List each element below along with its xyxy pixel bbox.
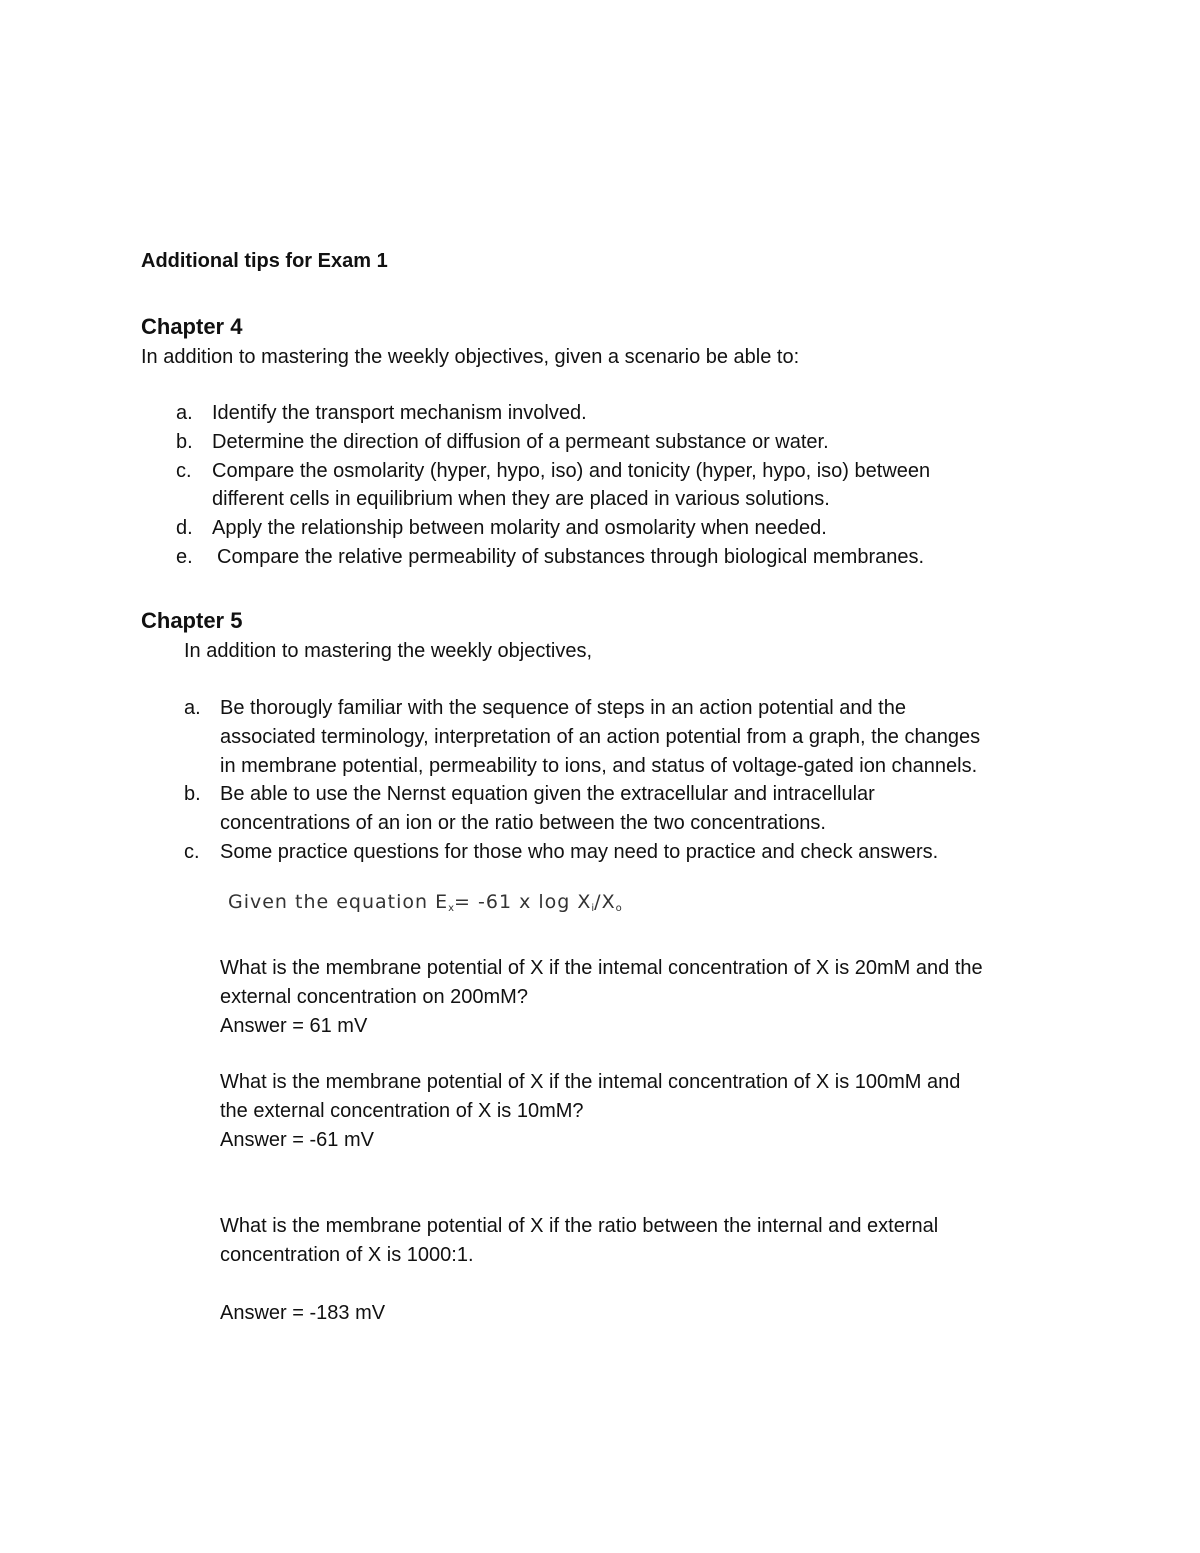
list-marker: d. — [176, 517, 193, 540]
list-item-text: different cells in equilibrium when they are placed in various solutions. — [212, 488, 830, 511]
question-text: What is the membrane potential of X if the intemal concentration of X is 20mM and the — [220, 957, 983, 979]
answer-text: Answer = -61 mV — [220, 1128, 374, 1151]
list-item-text: concentrations of an ion or the ratio between the two concentrations. — [220, 812, 826, 835]
answer-text: Answer = 61 mV — [220, 1014, 368, 1037]
question-text: external concentration on 200mM? — [220, 985, 528, 1008]
equation-prefix: Given the equation E — [228, 891, 449, 913]
list-item-text: Determine the direction of diffusion of a permeant substance or water. — [212, 430, 829, 453]
question-text: What is the membrane potential of X if the ratio between the internal and external — [220, 1215, 939, 1237]
chapter-4-heading: Chapter 4 — [141, 314, 243, 339]
equation-middle: = -61 x log X — [454, 891, 592, 913]
nernst-equation — [228, 888, 622, 923]
question-text: What is the membrane potential of X if the intemal concentration of X is 100mM and — [220, 1071, 961, 1093]
list-item — [176, 543, 1112, 572]
list-item-text: Compare the osmolarity (hyper, hypo, iso) and tonicity (hyper, hypo, iso) between — [212, 459, 931, 482]
answer-text: Answer = -183 mV — [220, 1302, 386, 1324]
list-item — [176, 428, 1112, 457]
question-text: the external concentration of X is 10mM? — [220, 1099, 584, 1122]
list-item-text: Compare the relative permeability of substances through biological membranes. — [217, 545, 925, 568]
list-marker: e. — [176, 545, 193, 568]
list-marker: b. — [176, 430, 193, 453]
equation-subscript-o: o — [615, 903, 622, 914]
question-text: concentration of X is 1000:1. — [220, 1243, 474, 1266]
list-item — [184, 780, 1100, 838]
practice-question-3 — [220, 1212, 1080, 1270]
practice-question-2 — [220, 1068, 1080, 1154]
practice-answer-3 — [220, 1299, 1080, 1328]
list-item — [176, 457, 1112, 515]
chapter-4-list — [176, 399, 1112, 572]
list-item-text: in membrane potential, permeability to ions, and status of voltage-gated ion channels. — [220, 754, 978, 777]
list-item-text: Some practice questions for those who may need to practice and check answers. — [220, 840, 939, 863]
list-marker: b. — [184, 783, 201, 806]
list-marker: c. — [176, 459, 192, 482]
list-marker: c. — [184, 840, 200, 863]
equation-subscript-i: i — [591, 903, 595, 914]
equation-slash: /X — [594, 891, 616, 913]
list-marker: a. — [184, 697, 201, 719]
practice-question-1 — [220, 954, 1080, 1040]
list-item — [184, 694, 1100, 780]
list-item-text: associated terminology, interpretation of an action potential from a graph, the changes — [220, 725, 981, 748]
list-item-text: Be able to use the Nernst equation given the extracellular and intracellular — [220, 783, 875, 806]
chapter-5-intro: In addition to mastering the weekly objectives, — [184, 640, 592, 662]
chapter-5-list — [184, 694, 1100, 867]
chapter-4-intro: In addition to mastering the weekly objectives, given a scenario be able to: — [141, 346, 800, 368]
chapter-5-heading: Chapter 5 — [141, 608, 243, 633]
list-item-text: Identify the transport mechanism involved. — [212, 402, 587, 424]
list-marker: a. — [176, 402, 193, 424]
equation-subscript-x: x — [448, 903, 455, 914]
list-item — [176, 514, 1112, 543]
list-item — [176, 399, 1112, 428]
list-item-text: Be thorougly familiar with the sequence of steps in an action potential and the — [220, 697, 906, 719]
document-title: Additional tips for Exam 1 — [141, 250, 388, 272]
list-item — [184, 838, 1100, 867]
list-item-text: Apply the relationship between molarity and osmolarity when needed. — [212, 517, 827, 540]
